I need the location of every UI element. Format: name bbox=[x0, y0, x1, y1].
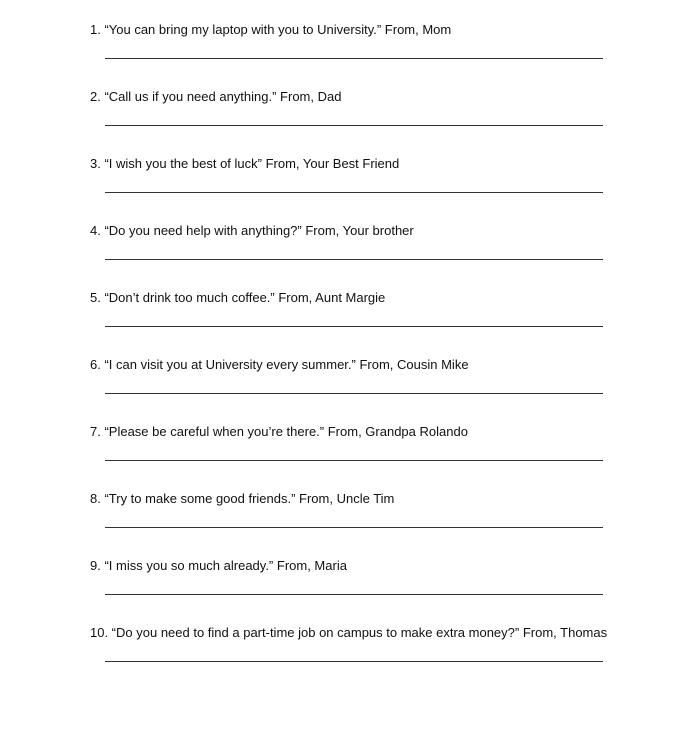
answer-line[interactable] bbox=[105, 594, 603, 595]
question-item bbox=[90, 223, 605, 239]
question-prompt: 1. “You can bring my laptop with you to University.” From, Mom bbox=[90, 22, 452, 37]
question-item bbox=[90, 357, 605, 373]
question-item bbox=[90, 290, 605, 306]
question-prompt: 10. “Do you need to find a part-time job on campus to make extra money?” From, Thomas bbox=[90, 625, 608, 640]
answer-line[interactable] bbox=[105, 192, 603, 193]
question-prompt: 7. “Please be careful when you’re there.” From, Grandpa Rolando bbox=[90, 424, 468, 439]
question-item bbox=[90, 22, 605, 38]
answer-line[interactable] bbox=[105, 259, 603, 260]
question-prompt: 4. “Do you need help with anything?” From, Your brother bbox=[90, 223, 414, 238]
question-prompt: 2. “Call us if you need anything.” From, Dad bbox=[90, 89, 342, 104]
question-item bbox=[90, 156, 605, 172]
answer-line[interactable] bbox=[105, 460, 603, 461]
answer-line[interactable] bbox=[105, 661, 603, 662]
answer-line[interactable] bbox=[105, 326, 603, 327]
question-prompt: 6. “I can visit you at University every summer.” From, Cousin Mike bbox=[90, 357, 469, 372]
question-item bbox=[90, 424, 605, 440]
question-prompt: 8. “Try to make some good friends.” From, Uncle Tim bbox=[90, 491, 395, 506]
question-prompt: 9. “I miss you so much already.” From, Maria bbox=[90, 558, 347, 573]
question-prompt: 5. “Don’t drink too much coffee.” From, Aunt Margie bbox=[90, 290, 386, 305]
question-item bbox=[90, 558, 605, 574]
question-item bbox=[90, 491, 605, 507]
answer-line[interactable] bbox=[105, 58, 603, 59]
answer-line[interactable] bbox=[105, 393, 603, 394]
answer-line[interactable] bbox=[105, 527, 603, 528]
question-prompt: 3. “I wish you the best of luck” From, Your Best Friend bbox=[90, 156, 400, 171]
question-item bbox=[90, 89, 605, 105]
question-item bbox=[90, 625, 608, 641]
answer-line[interactable] bbox=[105, 125, 603, 126]
